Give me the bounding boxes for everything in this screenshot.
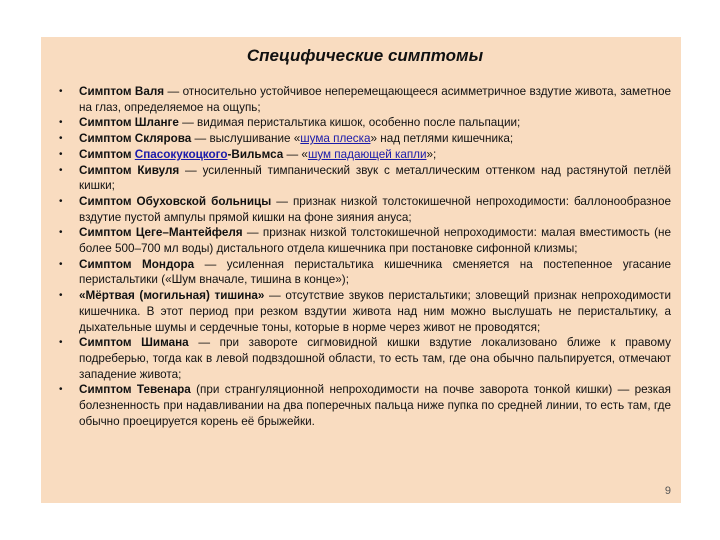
- bullet-icon: •: [59, 148, 63, 160]
- bullet-icon: •: [59, 290, 63, 302]
- symptom-description-start: — «: [283, 147, 308, 161]
- symptom-name: Симптом Кивуля: [79, 163, 180, 177]
- list-item: [59, 115, 671, 131]
- symptom-description-start: — выслушивание «: [191, 132, 301, 146]
- bullet-icon: •: [59, 86, 63, 97]
- list-item: [59, 257, 671, 288]
- list-item: [59, 84, 671, 115]
- symptom-description: — относительно устойчивое неперемещающееся асимметричное вздутие живота, заметное на глаз, определяемое на ощупь;: [79, 85, 672, 114]
- symptom-name: Симптом Валя: [79, 85, 165, 98]
- symptom-description: — при завороте сигмовидной кишки вздутие локализовано ближе к правому подреберью, тогда как в левой подвздошной области, то есть там, где она обычно пальпируется, отмечают западение живота;: [79, 336, 671, 381]
- symptom-description: — отсутствие звуков перистальтики; зловещий признак непроходимости кишечника. В этот период при резком вздутии живота над ним можно выслушать не перистальтику, а дыхательные шумы и сердечные тоны, которые в норме через живот не проводятся;: [79, 289, 672, 334]
- slide-title: Специфические симптомы: [246, 46, 484, 65]
- symptom-name-suffix: -Вильмса: [227, 147, 284, 161]
- symptom-description: (при странгуляционной непроходимости на почве заворота тонкой кишки) — резкая болезненность при надавливании на два поперечных пальца ниже пупка по средней линии, то есть там, где обычно проецируется корень её брыжейки.: [79, 383, 671, 428]
- list-item: [59, 382, 671, 429]
- symptom-name: Симптом Склярова: [79, 132, 192, 146]
- list-item: [59, 147, 671, 163]
- symptom-name: Симптом Обуховской больницы: [79, 194, 272, 208]
- symptom-description: — усиленная перистальтика кишечника сменяется на постепенное угасание перистальтики («Шум вначале, тишина в конце»);: [79, 257, 671, 287]
- symptom-name: Симптом Мондора: [79, 257, 195, 271]
- falling-drop-noise-link[interactable]: шум падающей капли: [307, 147, 427, 161]
- bullet-icon: •: [59, 117, 63, 129]
- bullet-icon: •: [59, 337, 63, 349]
- symptom-description: — признак низкой толстокишечной непроходимости: малая вместимость (не более 500–700 мл воды) дистального отдела кишечника при постановке сифонной клизмы;: [79, 226, 671, 256]
- symptom-description-end: » над петлями кишечника;: [370, 132, 514, 146]
- symptom-name: Симптом Шимана: [79, 336, 189, 350]
- symptom-name: Симптом Шланге: [79, 116, 179, 130]
- list-item: [59, 163, 671, 194]
- symptom-name: Симптом Цеге–Мантейфеля: [79, 226, 243, 240]
- symptom-description: — видимая перистальтика кишок, особенно после пальпации;: [178, 116, 521, 130]
- bullet-icon: •: [59, 384, 63, 396]
- bullet-icon: •: [59, 258, 63, 270]
- symptom-name: «Мёртвая (могильная) тишина»: [79, 289, 265, 303]
- bullet-icon: •: [59, 227, 63, 239]
- list-item: [59, 194, 671, 225]
- list-item: [59, 131, 671, 147]
- bullet-icon: •: [59, 133, 63, 145]
- symptom-description: — усиленный тимпанический звук с металлическим оттенком над растянутой петлёй кишки;: [79, 163, 671, 193]
- symptom-name: Симптом Тевенара: [79, 383, 191, 397]
- list-item: [59, 288, 671, 335]
- symptom-description: — признак низкой толстокишечной непроходимости: баллонообразное вздутие пустой ампулы прямой кишки на фоне зияния ануса;: [79, 194, 671, 224]
- list-item: [59, 225, 671, 256]
- splash-noise-link[interactable]: шума плеска: [300, 132, 371, 146]
- page-number: 9: [664, 485, 671, 497]
- list-item: [59, 335, 671, 382]
- slide: [41, 37, 681, 503]
- bullet-icon: •: [59, 195, 63, 207]
- symptom-list: [59, 84, 671, 429]
- symptom-description-end: »;: [426, 147, 437, 161]
- symptom-name-prefix: Симптом: [79, 147, 135, 161]
- spasokukotsky-link[interactable]: Спасокукоцкого: [134, 147, 228, 161]
- bullet-icon: •: [59, 164, 63, 176]
